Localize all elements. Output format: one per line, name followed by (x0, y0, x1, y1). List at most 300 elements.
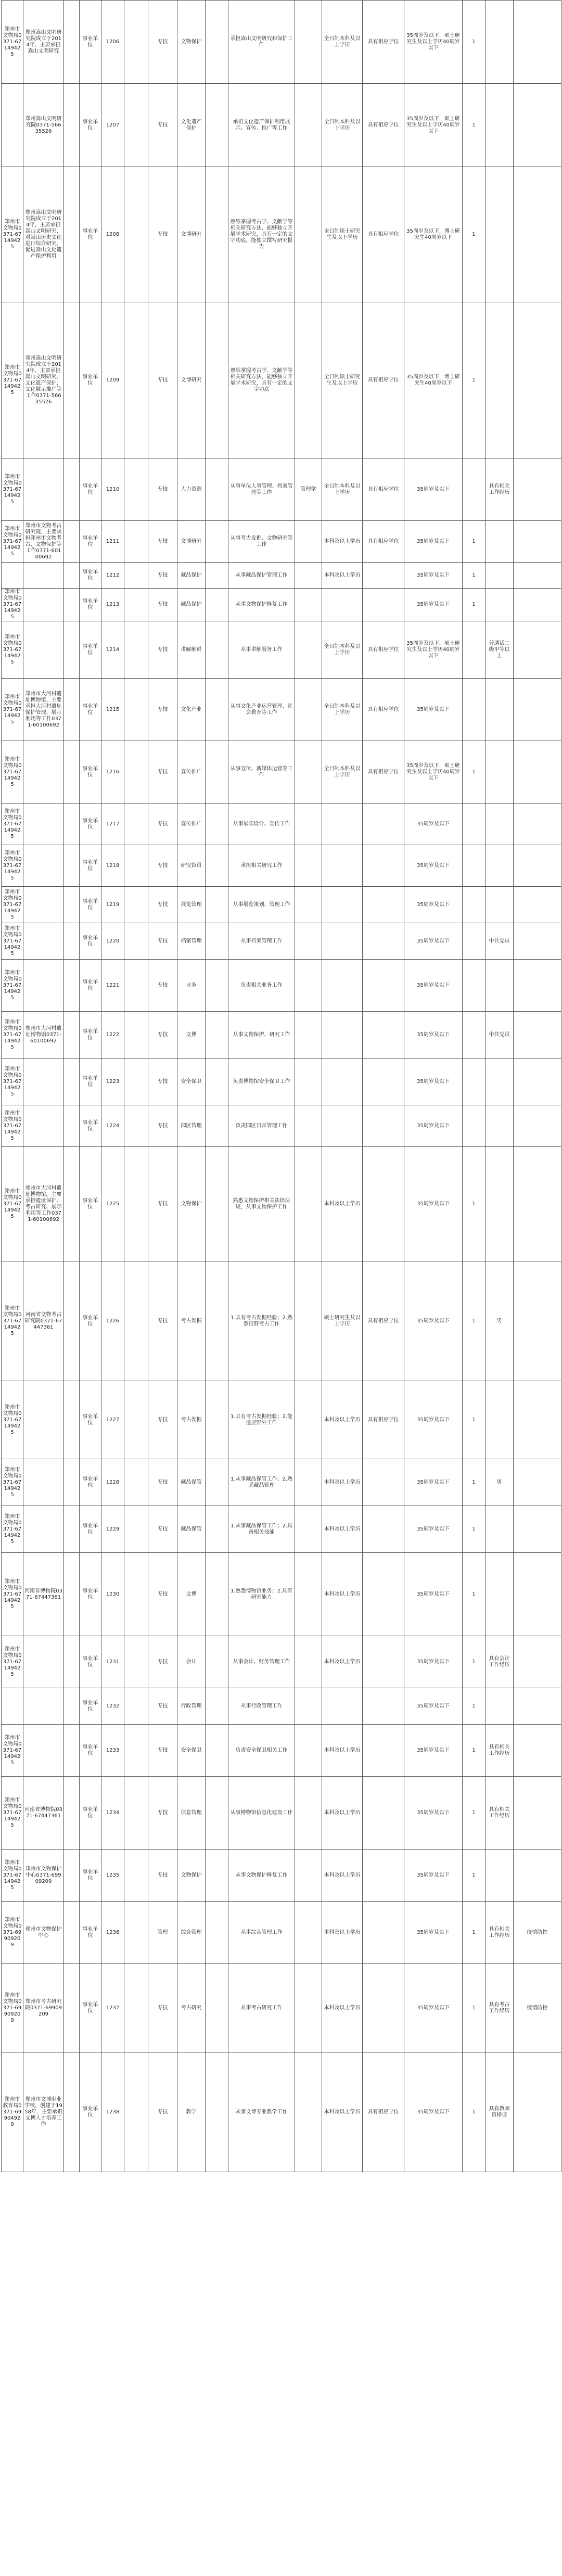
table-cell: 事业单位 (80, 1902, 101, 1964)
table-cell (363, 1105, 404, 1147)
table-cell: 全日制本科及以上学历 (322, 458, 363, 521)
table-row (2, 1964, 561, 2052)
table-cell (295, 589, 322, 621)
table-cell (23, 621, 64, 679)
table-cell: 1 (463, 2052, 486, 2172)
table-cell (64, 804, 80, 845)
table-cell: 事业单位 (80, 1636, 101, 1688)
table-cell: 事业单位 (80, 563, 101, 589)
table-cell: 郑州市文物局0371-67149425 (2, 679, 23, 741)
table-cell: 1 (463, 302, 486, 458)
table-cell (23, 1506, 64, 1553)
table-cell: 专技 (148, 589, 177, 621)
table-cell: 1 (463, 167, 486, 302)
table-cell: 事业单位 (80, 1688, 101, 1725)
table-cell: 1225 (101, 1147, 124, 1261)
table-cell: 专技 (148, 1261, 177, 1381)
table-cell: 具有会计工作经历 (486, 1636, 514, 1688)
table-cell: 本科及以上学历 (322, 1902, 363, 1964)
table-cell (295, 1059, 322, 1105)
table-cell: 1.熟悉博物馆业务；2.具有研究能力 (228, 1553, 295, 1636)
table-cell: 藏品保护 (177, 589, 206, 621)
table-cell (486, 960, 514, 1012)
table-cell (124, 1902, 148, 1964)
table-cell (514, 563, 561, 589)
table-cell (514, 1725, 561, 1777)
table-cell: 专技 (148, 1, 177, 84)
table-cell (64, 621, 80, 679)
table-cell (295, 1688, 322, 1725)
table-cell (295, 887, 322, 923)
table-cell: 35周岁及以下 (404, 887, 463, 923)
table-cell (206, 589, 228, 621)
table-cell (23, 589, 64, 621)
table-cell (486, 167, 514, 302)
table-cell: 郑州市文物局0371-67149425 (2, 521, 23, 563)
table-cell: 专技 (148, 1636, 177, 1688)
table-row (2, 1850, 561, 1902)
table-cell: 郑州市文物局0371-67149425 (2, 1777, 23, 1850)
table-cell: 档案管理 (177, 923, 206, 960)
table-cell (206, 167, 228, 302)
table-cell: 具有相应学位 (363, 1261, 404, 1381)
table-cell (206, 1506, 228, 1553)
table-cell (514, 621, 561, 679)
table-cell (295, 741, 322, 804)
table-cell: 从事讲解服务工作 (228, 621, 295, 679)
table-cell (463, 621, 486, 679)
table-cell: 35周岁及以下 (404, 1902, 463, 1964)
table-cell (514, 1777, 561, 1850)
table-cell (486, 302, 514, 458)
table-cell: 事业单位 (80, 1459, 101, 1506)
table-cell (486, 804, 514, 845)
table-cell (206, 741, 228, 804)
table-cell (64, 1725, 80, 1777)
table-cell: 35周岁及以下 (404, 2052, 463, 2172)
table-cell: 专技 (148, 621, 177, 679)
table-cell (206, 458, 228, 521)
table-cell: 1 (463, 1636, 486, 1688)
table-cell (124, 1261, 148, 1381)
table-cell (514, 1012, 561, 1059)
table-cell: 事业单位 (80, 923, 101, 960)
table-cell (295, 302, 322, 458)
table-cell: 负责相关业务工作 (228, 960, 295, 1012)
table-cell: 35周岁及以下 (404, 1553, 463, 1636)
table-cell: 35周岁及以下 (404, 1725, 463, 1777)
table-cell (322, 1105, 363, 1147)
table-cell (124, 887, 148, 923)
table-row (2, 167, 561, 302)
table-cell (295, 621, 322, 679)
table-cell (206, 887, 228, 923)
table-cell (206, 302, 228, 458)
table-cell (322, 923, 363, 960)
table-cell: 1236 (101, 1902, 124, 1964)
table-cell: 具有教师资格证 (486, 2052, 514, 2172)
table-cell (295, 167, 322, 302)
table-cell (124, 1553, 148, 1636)
table-cell (295, 679, 322, 741)
table-cell: 35周岁及以下，硕士研究生及以上学历40周岁以下 (404, 84, 463, 167)
table-cell (64, 923, 80, 960)
table-cell (295, 563, 322, 589)
table-cell (322, 845, 363, 887)
table-cell: 负责园区日常管理工作 (228, 1105, 295, 1147)
table-cell: 从事单位人事管理、档案管理等工作 (228, 458, 295, 521)
table-cell: 河南省文物考古研究院0371-67447361 (23, 1261, 64, 1381)
table-body (2, 1, 561, 2172)
recruitment-table (1, 0, 561, 2172)
table-cell: 郑州市文物局0371-67149425 (2, 741, 23, 804)
table-cell: 1 (463, 1725, 486, 1777)
table-cell: 教学 (177, 2052, 206, 2172)
table-cell: 本科及以上学历 (322, 1636, 363, 1688)
table-cell (206, 804, 228, 845)
table-cell (295, 1964, 322, 2052)
table-cell (486, 1381, 514, 1459)
table-cell: 本科及以上学历 (322, 1850, 363, 1902)
table-cell: 本科及以上学历 (322, 1459, 363, 1506)
table-cell: 郑州嵩山文明研究院成立于2014年，主要承担嵩山文明研究、文化遗产保护、文化展示推广等工作0371-56635526 (23, 302, 64, 458)
table-cell: 1232 (101, 1688, 124, 1725)
table-row (2, 1105, 561, 1147)
table-cell: 从事文博专业教学工作 (228, 2052, 295, 2172)
table-cell: 从事文化产业运营管理、社会教育等工作 (228, 679, 295, 741)
table-cell: 专技 (148, 1688, 177, 1725)
table-cell (64, 589, 80, 621)
table-cell (463, 804, 486, 845)
table-cell: 专技 (148, 1105, 177, 1147)
table-cell: 专技 (148, 1553, 177, 1636)
table-cell (206, 563, 228, 589)
table-cell (295, 1553, 322, 1636)
table-cell: 专技 (148, 1059, 177, 1105)
table-cell (206, 621, 228, 679)
table-row (2, 1777, 561, 1850)
table-cell: 本科及以上学历 (322, 1553, 363, 1636)
table-cell: 具有相应学位 (363, 302, 404, 458)
table-row (2, 1381, 561, 1459)
table-cell: 具有相应学位 (363, 1381, 404, 1459)
table-cell: 1213 (101, 589, 124, 621)
table-cell: 事业单位 (80, 2052, 101, 2172)
table-cell: 疫情防控 (514, 1902, 561, 1964)
table-cell: 事业单位 (80, 1553, 101, 1636)
table-row (2, 1902, 561, 1964)
table-cell (295, 1012, 322, 1059)
table-cell (64, 1777, 80, 1850)
table-cell (206, 1147, 228, 1261)
table-cell: 考古发掘 (177, 1381, 206, 1459)
table-cell: 具有相应学位 (363, 621, 404, 679)
table-cell: 35周岁及以下 (404, 923, 463, 960)
table-cell: 专技 (148, 1012, 177, 1059)
table-cell (514, 1850, 561, 1902)
table-cell (64, 1553, 80, 1636)
table-cell (514, 741, 561, 804)
table-cell (363, 804, 404, 845)
table-cell (124, 804, 148, 845)
table-cell (514, 1459, 561, 1506)
table-cell (64, 84, 80, 167)
table-row (2, 1, 561, 84)
table-cell: 郑州市文物局0371-67149425 (2, 1636, 23, 1688)
table-cell: 1228 (101, 1459, 124, 1506)
table-cell (486, 887, 514, 923)
table-cell: 1 (463, 589, 486, 621)
table-cell: 郑州市文物局0371-67149425 (2, 923, 23, 960)
table-cell: 郑州市考古研究院0371-69909209 (23, 1964, 64, 2052)
table-cell (124, 563, 148, 589)
table-cell: 普通话二级甲等以上 (486, 621, 514, 679)
table-cell: 事业单位 (80, 1059, 101, 1105)
table-cell (206, 1902, 228, 1964)
table-cell (206, 1850, 228, 1902)
table-cell: 管理学 (295, 458, 322, 521)
table-cell: 郑州市文物局0371-67149425 (2, 1459, 23, 1506)
table-cell (295, 2052, 322, 2172)
table-cell: 具有相应学位 (363, 741, 404, 804)
table-cell: 负责博物馆安全保卫工作 (228, 1059, 295, 1105)
table-cell: 1211 (101, 521, 124, 563)
table-cell: 讲解解说 (177, 621, 206, 679)
table-cell: 事业单位 (80, 1725, 101, 1777)
table-cell (124, 167, 148, 302)
table-cell: 35周岁及以下 (404, 1059, 463, 1105)
table-cell (486, 741, 514, 804)
table-cell (23, 960, 64, 1012)
table-cell: 疫情防控 (514, 1964, 561, 2052)
table-cell: 具有相应学位 (363, 2052, 404, 2172)
table-cell (363, 1059, 404, 1105)
table-cell: 郑州市文物局0371-67149425 (2, 845, 23, 887)
table-cell (514, 1553, 561, 1636)
table-cell: 藏品保护 (177, 563, 206, 589)
table-cell: 35周岁及以下 (404, 589, 463, 621)
table-cell: 35周岁及以下 (404, 1261, 463, 1381)
table-cell: 郑州市文物局0371-67149425 (2, 1725, 23, 1777)
table-cell: 1224 (101, 1105, 124, 1147)
table-cell: 文博研究 (177, 302, 206, 458)
table-cell: 郑州市文物考古研究院，主要承担郑州市文物考古、文物保护等工作0371-60100692 (23, 521, 64, 563)
table-cell: 具有相应学位 (363, 167, 404, 302)
table-cell (64, 1964, 80, 2052)
table-cell (206, 1012, 228, 1059)
table-cell: 专技 (148, 1506, 177, 1553)
table-cell: 从事展览策划、管理工作 (228, 887, 295, 923)
table-cell: 本科及以上学历 (322, 563, 363, 589)
table-cell (206, 679, 228, 741)
table-cell (124, 84, 148, 167)
table-row (2, 1459, 561, 1506)
table-cell (206, 1777, 228, 1850)
table-cell: 考古发掘 (177, 1261, 206, 1381)
table-cell: 事业单位 (80, 1012, 101, 1059)
table-cell: 本科及以上学历 (322, 1777, 363, 1850)
table-cell: 郑州市文物局0371-67149425 (2, 1012, 23, 1059)
table-cell: 从事展陈设计、宣传工作 (228, 804, 295, 845)
table-cell (124, 845, 148, 887)
table-cell (486, 1850, 514, 1902)
table-row (2, 679, 561, 741)
table-cell: 文化产业 (177, 679, 206, 741)
table-cell (514, 1, 561, 84)
table-cell (124, 679, 148, 741)
table-cell (514, 1636, 561, 1688)
table-cell: 1 (463, 1902, 486, 1964)
table-cell (514, 2052, 561, 2172)
table-cell: 1.从事藏品保管工作；2.熟悉藏品管理 (228, 1459, 295, 1506)
table-cell (64, 1381, 80, 1459)
table-cell: 综合管理 (177, 1902, 206, 1964)
table-cell: 郑州市文物局0371-69909209 (2, 1902, 23, 1964)
table-cell (295, 1725, 322, 1777)
table-cell: 承担嵩山文明研究和保护工作 (228, 1, 295, 84)
table-cell: 事业单位 (80, 1147, 101, 1261)
table-cell: 本科及以上学历 (322, 1381, 363, 1459)
table-cell (64, 887, 80, 923)
table-row (2, 302, 561, 458)
table-cell: 男 (486, 1261, 514, 1381)
table-cell (64, 1636, 80, 1688)
table-cell (64, 741, 80, 804)
table-cell: 1 (463, 1147, 486, 1261)
table-cell: 文博研究 (177, 167, 206, 302)
table-cell (124, 1012, 148, 1059)
table-cell: 郑州市文物局0371-67149425 (2, 302, 23, 458)
table-cell: 文博研究 (177, 521, 206, 563)
table-cell: 从事会计、财务管理工作 (228, 1636, 295, 1688)
table-cell: 从事档案管理工作 (228, 923, 295, 960)
table-cell (463, 923, 486, 960)
table-cell: 全日制本科及以上学历 (322, 1, 363, 84)
table-cell: 郑州市文物局0371-67149425 (2, 1, 23, 84)
table-cell (322, 1688, 363, 1725)
table-cell: 专技 (148, 923, 177, 960)
table-cell: 35周岁及以下 (404, 458, 463, 521)
table-row (2, 1636, 561, 1688)
table-cell (295, 1777, 322, 1850)
table-cell (23, 845, 64, 887)
table-cell (463, 1012, 486, 1059)
table-cell (64, 960, 80, 1012)
table-cell (23, 1059, 64, 1105)
table-cell (64, 167, 80, 302)
table-cell: 全日制硕士研究生及以上学历 (322, 302, 363, 458)
table-cell: 1217 (101, 804, 124, 845)
table-cell (295, 1636, 322, 1688)
table-cell: 1237 (101, 1964, 124, 2052)
table-cell: 考古研究 (177, 1964, 206, 2052)
table-cell: 1 (463, 1553, 486, 1636)
table-cell (206, 84, 228, 167)
table-cell (64, 1105, 80, 1147)
table-cell: 熟练掌握考古学、文献学等相关研究方法，能够独立开展学术研究，具有一定的文字功底 (228, 302, 295, 458)
table-cell (206, 1261, 228, 1381)
table-row (2, 589, 561, 621)
table-cell: 专技 (148, 302, 177, 458)
table-cell (486, 1105, 514, 1147)
table-cell: 1233 (101, 1725, 124, 1777)
table-cell (363, 923, 404, 960)
table-cell (295, 804, 322, 845)
table-cell: 35周岁及以下 (404, 679, 463, 741)
table-cell: 郑州市文物局0371-67149425 (2, 960, 23, 1012)
table-cell (514, 302, 561, 458)
table-cell (514, 887, 561, 923)
table-cell (64, 1459, 80, 1506)
table-cell: 事业单位 (80, 1506, 101, 1553)
table-cell: 文物保护 (177, 1, 206, 84)
table-cell: 专技 (148, 458, 177, 521)
table-cell (23, 1688, 64, 1725)
table-cell (2, 1688, 23, 1725)
table-cell: 35周岁及以下 (404, 1105, 463, 1147)
table-cell: 郑州嵩山文明研究院0371-56635526 (23, 84, 64, 167)
table-cell (206, 1688, 228, 1725)
table-cell (363, 1147, 404, 1261)
table-cell (64, 1261, 80, 1381)
table-cell (463, 458, 486, 521)
table-cell (2, 84, 23, 167)
table-cell: 事业单位 (80, 589, 101, 621)
table-cell: 负责安全保卫相关工作 (228, 1725, 295, 1777)
table-cell: 35周岁及以下，硕士研究生及以上学历40周岁以下 (404, 1, 463, 84)
table-cell: 专技 (148, 1725, 177, 1777)
table-cell (23, 741, 64, 804)
table-cell: 事业单位 (80, 960, 101, 1012)
table-cell: 1 (463, 1381, 486, 1459)
table-cell (486, 1688, 514, 1725)
table-cell: 具有相应学位 (363, 458, 404, 521)
table-cell: 郑州嵩山文明研究院成立于2014年，主要承担嵩山文明研究 (23, 1, 64, 84)
table-cell (124, 1459, 148, 1506)
table-cell: 中共党员 (486, 1012, 514, 1059)
table-cell: 郑州市文物保护中心0371-69909209 (23, 1850, 64, 1902)
table-cell: 1231 (101, 1636, 124, 1688)
table-cell: 郑州市文物局0371-67149425 (2, 1850, 23, 1902)
table-cell: 事业单位 (80, 887, 101, 923)
table-cell: 中共党员 (486, 923, 514, 960)
table-cell (206, 1725, 228, 1777)
table-cell (124, 458, 148, 521)
table-cell: 1212 (101, 563, 124, 589)
table-cell (486, 1147, 514, 1261)
table-row (2, 521, 561, 563)
table-cell (463, 1105, 486, 1147)
table-cell: 专技 (148, 167, 177, 302)
table-cell (124, 1964, 148, 2052)
table-cell (295, 1459, 322, 1506)
table-cell (124, 2052, 148, 2172)
table-cell: 事业单位 (80, 621, 101, 679)
table-cell: 事业单位 (80, 741, 101, 804)
table-cell: 1208 (101, 167, 124, 302)
table-cell: 郑州市文物局0371-67149425 (2, 589, 23, 621)
table-cell (322, 1012, 363, 1059)
table-cell: 硕士研究生及以上学历 (322, 1261, 363, 1381)
table-cell: 35周岁及以下 (404, 1688, 463, 1725)
table-cell: 1 (463, 741, 486, 804)
table-cell (64, 1, 80, 84)
table-cell (206, 1105, 228, 1147)
table-cell: 1.具有考古发掘经验；2.熟悉田野考古工作 (228, 1261, 295, 1381)
table-cell (124, 960, 148, 1012)
table-cell: 事业单位 (80, 167, 101, 302)
table-cell (514, 458, 561, 521)
